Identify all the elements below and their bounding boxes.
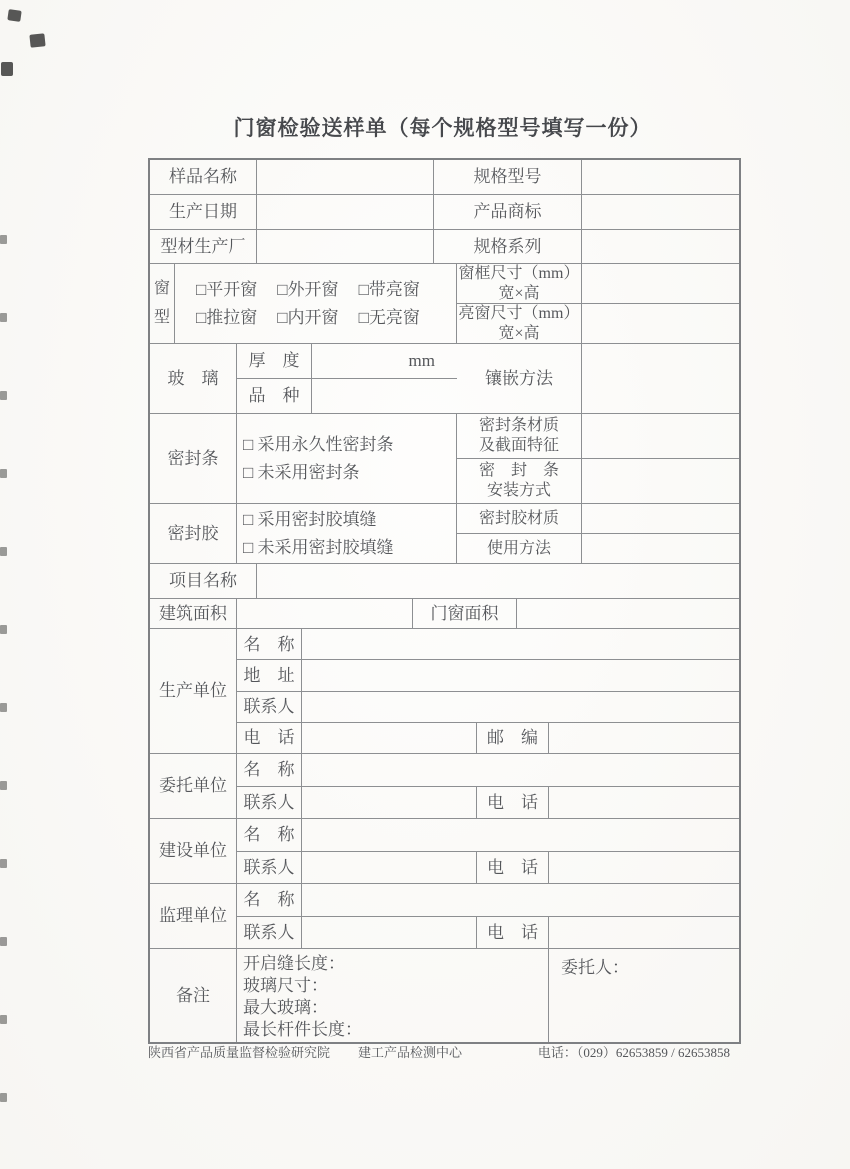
checkbox-option-outward[interactable]: □外开窗 — [277, 280, 339, 300]
producer-phone-value-cell[interactable] — [302, 723, 477, 753]
seal-strip-material-value-cell[interactable] — [582, 414, 739, 458]
client-contact-label: 联系人 — [237, 787, 302, 819]
scan-artifact — [0, 313, 7, 322]
producer-contact-value-cell[interactable] — [302, 692, 739, 722]
row-project-name — [150, 564, 739, 599]
sealant-material-value-cell[interactable] — [582, 504, 739, 533]
supervisor-contact-value-cell[interactable] — [302, 917, 477, 949]
checkbox-option-no-toplight[interactable]: □无亮窗 — [358, 307, 420, 327]
producer-contact-label: 联系人 — [237, 692, 302, 722]
client-phone-value-cell[interactable] — [549, 787, 739, 819]
scan-artifact — [0, 937, 7, 946]
scan-artifact — [0, 625, 7, 634]
glass-variety-value-cell[interactable] — [312, 379, 457, 413]
spec-series-label: 规格系列 — [434, 230, 582, 263]
supervisor-name-label: 名 称 — [237, 884, 302, 916]
builder-label: 建设单位 — [150, 819, 237, 883]
window-area-value-cell[interactable] — [517, 599, 739, 628]
section-remarks — [150, 949, 739, 1042]
seal-strip-stack — [457, 414, 739, 503]
builder-stack — [237, 819, 739, 883]
glass-label: 玻 璃 — [150, 344, 237, 413]
supervisor-contact-row — [237, 917, 739, 949]
scan-artifact — [0, 1015, 7, 1024]
spec-series-value-cell[interactable] — [582, 230, 739, 263]
row-profile-factory — [150, 230, 739, 264]
bright-size-label — [457, 304, 582, 344]
checkbox-option-permanent-seal[interactable]: □ 采用永久性密封条 — [243, 434, 394, 454]
supervisor-contact-label: 联系人 — [237, 917, 302, 949]
profile-factory-value-cell[interactable] — [257, 230, 434, 263]
section-seal-strip — [150, 414, 739, 504]
checkbox-option-no-seal[interactable]: □ 未采用密封条 — [243, 463, 360, 482]
glass-thickness-value-cell[interactable]: mm — [408, 351, 435, 371]
window-size-stack — [457, 264, 739, 343]
section-builder — [150, 819, 739, 884]
seal-strip-install-label-line1: 密 封 条 — [478, 462, 559, 479]
client-name-label: 名 称 — [237, 754, 302, 786]
row-area — [150, 599, 739, 629]
frame-size-label-line2: 宽×高 — [498, 284, 540, 302]
bright-size-label-line1: 亮窗尺寸（mm） — [458, 305, 580, 322]
window-type-options-row2 — [196, 307, 420, 328]
spec-model-value-cell[interactable] — [582, 160, 739, 194]
builder-phone-label: 电 话 — [477, 852, 549, 884]
checkbox-option-inward[interactable]: □内开窗 — [277, 307, 339, 327]
seal-strip-material-label-line1: 密封条材质 — [478, 417, 559, 434]
frame-size-label — [457, 264, 582, 303]
remarks-line-opening-seam: 开启缝长度： — [243, 954, 345, 973]
producer-postal-value-cell[interactable] — [549, 723, 739, 753]
builder-name-row — [237, 819, 739, 852]
seal-strip-options — [237, 414, 457, 503]
glass-variety-label: 品 种 — [237, 379, 312, 413]
profile-factory-label: 型材生产厂 — [150, 230, 257, 263]
seal-strip-install-value-cell[interactable] — [582, 459, 739, 503]
section-sealant — [150, 504, 739, 564]
remarks-line-max-glass: 最大玻璃： — [243, 998, 328, 1017]
checkbox-option-sealant-not-used[interactable]: □ 未采用密封胶填缝 — [243, 538, 394, 557]
sealant-label: 密封胶 — [150, 504, 237, 563]
sealant-usage-value-cell[interactable] — [582, 534, 739, 563]
seal-strip-install-label-line2: 安装方式 — [486, 482, 551, 499]
remarks-content — [237, 949, 549, 1042]
sealant-usage-label: 使用方法 — [457, 534, 582, 563]
glass-thickness-label: 厚 度 — [237, 344, 312, 378]
checkbox-option-sealant-used[interactable]: □ 采用密封胶填缝 — [243, 509, 377, 529]
scan-artifact — [0, 547, 7, 556]
producer-name-value-cell[interactable] — [302, 629, 739, 659]
row-sample-name — [150, 160, 739, 195]
scan-artifact — [0, 859, 7, 868]
spec-model-label: 规格型号 — [434, 160, 582, 194]
form-title: 门窗检验送样单（每个规格型号填写一份） — [233, 116, 652, 140]
producer-name-row — [237, 629, 739, 660]
builder-name-value-cell[interactable] — [302, 819, 739, 851]
builder-contact-label: 联系人 — [237, 852, 302, 884]
sealant-material-label: 密封胶材质 — [457, 504, 582, 533]
producer-postal-label: 邮 编 — [477, 723, 549, 753]
seal-strip-label: 密封条 — [150, 414, 237, 503]
builder-name-label: 名 称 — [237, 819, 302, 851]
builder-phone-value-cell[interactable] — [549, 852, 739, 884]
footer-organization: 陕西省产品质量监督检验研究院 — [148, 1045, 331, 1060]
supervisor-label: 监理单位 — [150, 884, 237, 948]
builder-contact-value-cell[interactable] — [302, 852, 477, 884]
section-producer — [150, 629, 739, 754]
scan-artifact — [7, 9, 21, 22]
window-type-options-row1 — [196, 279, 420, 300]
checkbox-option-sliding[interactable]: □推拉窗 — [196, 307, 258, 327]
client-stack — [237, 754, 739, 818]
scan-artifact — [1, 62, 13, 76]
product-brand-label: 产品商标 — [434, 195, 582, 229]
frame-size-value-cell[interactable] — [582, 264, 739, 303]
section-glass — [150, 344, 739, 414]
window-area-label: 门窗面积 — [413, 599, 517, 628]
scan-artifact — [0, 469, 7, 478]
scan-artifact — [0, 391, 7, 400]
glass-thickness-row — [237, 344, 457, 379]
window-type-label-char2: 型 — [153, 309, 170, 326]
client-name-value-cell[interactable] — [302, 754, 739, 786]
scan-artifact — [0, 235, 7, 244]
sample-name-label: 样品名称 — [150, 160, 257, 194]
remarks-line-glass-size: 玻璃尺寸： — [243, 976, 328, 995]
production-date-label: 生产日期 — [150, 195, 257, 229]
client-contact-row — [237, 787, 739, 819]
supervisor-stack — [237, 884, 739, 948]
footer-phone: 电话：（029）62653859 / 62653858 — [537, 1045, 730, 1060]
glass-stack — [237, 344, 457, 413]
seal-strip-material-label-line2: 及截面特征 — [478, 437, 559, 454]
section-window-type — [150, 264, 739, 344]
supervisor-phone-label: 电 话 — [477, 917, 549, 949]
supervisor-phone-value-cell[interactable] — [549, 917, 739, 949]
footer-center-name: 建工产品检测中心 — [358, 1045, 463, 1060]
window-type-label — [150, 264, 175, 343]
producer-address-value-cell[interactable] — [302, 660, 739, 690]
supervisor-name-row — [237, 884, 739, 917]
producer-name-label: 名 称 — [237, 629, 302, 659]
sealant-stack — [457, 504, 739, 563]
window-type-options — [175, 264, 457, 343]
producer-label: 生产单位 — [150, 629, 237, 753]
section-client — [150, 754, 739, 819]
frame-size-label-line1: 窗框尺寸（mm） — [458, 264, 580, 282]
producer-phone-row — [237, 723, 739, 753]
frame-size-row — [457, 264, 739, 304]
client-name-row — [237, 754, 739, 787]
checkbox-option-with-toplight[interactable]: □带亮窗 — [358, 280, 420, 300]
producer-contact-row — [237, 692, 739, 723]
row-production-date — [150, 195, 739, 230]
principal-cell[interactable] — [549, 949, 739, 1042]
seal-strip-material-label — [457, 414, 582, 458]
glass-variety-row — [237, 379, 457, 413]
scan-artifact — [0, 1093, 7, 1102]
bright-size-value-cell[interactable] — [582, 304, 739, 344]
footer — [148, 1042, 730, 1061]
glass-inlay-label: 镶嵌方法 — [457, 344, 582, 413]
project-name-label: 项目名称 — [150, 564, 257, 598]
scan-artifact — [0, 703, 7, 712]
window-type-label-char1: 窗 — [153, 280, 170, 297]
sealant-usage-row — [457, 534, 739, 563]
builder-contact-row — [237, 852, 739, 884]
glass-inlay-value-cell[interactable] — [582, 344, 739, 413]
checkbox-option-casement[interactable]: □平开窗 — [196, 280, 258, 300]
client-phone-label: 电 话 — [477, 787, 549, 819]
bright-size-row — [457, 304, 739, 344]
scan-artifact — [29, 33, 45, 47]
form-table — [148, 158, 741, 1044]
remarks-line-longest-bar: 最长杆件长度： — [243, 1020, 362, 1039]
product-brand-value-cell[interactable] — [582, 195, 739, 229]
remarks-label: 备注 — [150, 949, 237, 1042]
supervisor-name-value-cell[interactable] — [302, 884, 739, 916]
sealant-material-row — [457, 504, 739, 534]
producer-stack — [237, 629, 739, 753]
producer-address-label: 地 址 — [237, 660, 302, 690]
seal-strip-material-row — [457, 414, 739, 459]
client-contact-value-cell[interactable] — [302, 787, 477, 819]
client-label: 委托单位 — [150, 754, 237, 818]
producer-phone-label: 电 话 — [237, 723, 302, 753]
principal-label: 委托人： — [561, 958, 629, 977]
sample-name-value-cell[interactable] — [257, 160, 434, 194]
seal-strip-install-label — [457, 459, 582, 503]
production-date-value-cell[interactable] — [257, 195, 434, 229]
project-name-value-cell[interactable] — [257, 564, 739, 598]
building-area-label: 建筑面积 — [150, 599, 237, 628]
sealant-options — [237, 504, 457, 563]
scan-artifact — [0, 781, 7, 790]
building-area-value-cell[interactable] — [237, 599, 413, 628]
producer-address-row — [237, 660, 739, 691]
section-supervisor — [150, 884, 739, 949]
seal-strip-install-row — [457, 459, 739, 503]
bright-size-label-line2: 宽×高 — [498, 325, 540, 342]
